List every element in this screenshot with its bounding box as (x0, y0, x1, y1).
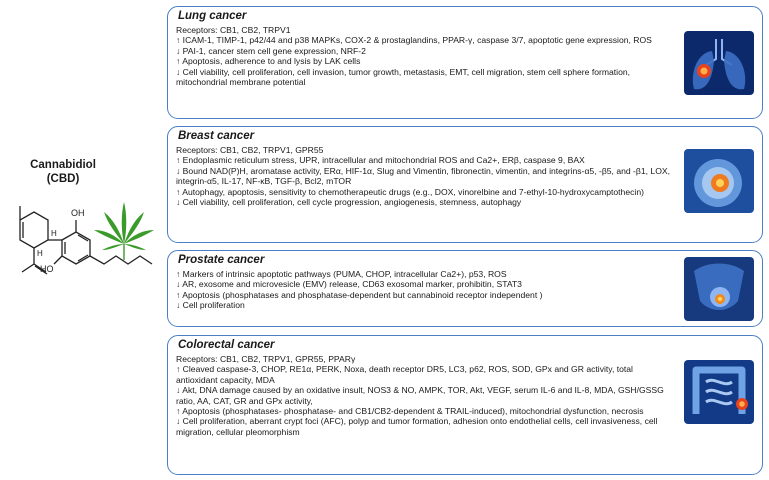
cannabis-leaf-icon (92, 200, 156, 262)
panel-line: ↓ Akt, DNA damage caused by an oxidative insult, NOS3 & NO, AMPK, TOR, Akt, VEGF, serum IL-6 and IL-8, MDA, GSH/GSSG ratio, AA, CAT, GR and GPx activity, (176, 385, 664, 406)
panel-line: ↓ Cell viability, cell proliferation, cell cycle progression, angiogenesis, stemness, autophagy (176, 197, 522, 208)
panel-title: Breast cancer (178, 130, 255, 142)
panel-line: ↑ Apoptosis (phosphatases and phosphatase-dependent but cannabinoid receptor independent ) (176, 289, 543, 300)
panel-line: ↓ Bound NAD(P)H, aromatase activity, ERα, HIF-1α, Slug and Vimentin, fibronectin, vimentin, and integrins-α5, -β5, and -β1, LOX, integrin-α5, IL-17, NF-κB, TGF-β, Bcl2, mTOR (176, 165, 670, 187)
h-label-bottom: H (37, 249, 43, 258)
oh-label: OH (71, 208, 85, 218)
breast-tumor-image (684, 149, 754, 213)
panel-colorectal-cancer (167, 335, 763, 475)
panel-line: Receptors: CB1, CB2, TRPV1, GPR55 (176, 145, 324, 155)
panel-breast-cancer (167, 126, 763, 243)
panel-line: ↓ PAI-1, cancer stem cell gene expression, NRF-2 (176, 45, 366, 56)
panel-line: ↓ Cell proliferation, aberrant crypt foci (AFC), polyp and tumor formation, adhesion onto endothelial cells, cell invasiveness, cell migration, cellular pleomorphism (176, 416, 658, 437)
h-label-top: H (51, 229, 57, 238)
colon-tumor-image (684, 360, 754, 424)
compound-title (18, 158, 108, 186)
panel-line: ↑ Autophagy, apoptosis, sensitivity to chemotherapeutic drugs (e.g., DOX, vinorelbine and 7-ethyl-10-hydroxycamptothecin) (176, 186, 644, 197)
panel-line: ↑ Endoplasmic reticulum stress, UPR, intracellular and mitochondrial ROS and Ca2+, ERβ, caspase 9, BAX (176, 155, 585, 166)
compound-name: Cannabidiol (30, 159, 96, 171)
panel-title: Colorectal cancer (178, 339, 275, 351)
panel-title: Prostate cancer (178, 254, 265, 266)
panel-line: ↓ Cell viability, cell proliferation, cell invasion, tumor growth, metastasis, EMT, cell migration, stem cell sphere formation, mitochondrial membrane potential (176, 66, 631, 88)
prostate-tumor-image (684, 257, 754, 321)
panel-title: Lung cancer (178, 10, 247, 22)
panel-line: Receptors: CB1, CB2, TRPV1, GPR55, PPARγ (176, 354, 356, 364)
panel-line: ↑ ICAM-1, TIMP-1, p42/44 and p38 MAPKs, COX-2 & prostaglandins, PPAR-γ, caspase 3/7, apoptotic gene expression, ROS (176, 35, 652, 46)
panel-line: ↓ Cell proliferation (176, 300, 245, 311)
lungs-tumor-image (684, 31, 754, 95)
panel-line: ↑ Markers of intrinsic apoptotic pathways (PUMA, CHOP, intracellular Ca2+), p53, ROS (176, 269, 507, 279)
ho-label: HO (40, 264, 54, 274)
panel-prostate-cancer (167, 250, 763, 327)
panel-line: ↑ Apoptosis, adherence to and lysis by LAK cells (176, 56, 361, 67)
compound-abbrev: (CBD) (46, 173, 80, 185)
panel-lung-cancer (167, 6, 763, 119)
panel-line: ↓ AR, exosome and microvesicle (EMV) release, CD63 exosomal marker, prohibitin, STAT3 (176, 279, 522, 290)
panel-line: ↑ Cleaved caspase-3, CHOP, RE1α, PERK, Noxa, death receptor DR5, LC3, p62, ROS, SOD, GPx and GR activity, total antioxidant capacity, MDA (176, 364, 633, 385)
panel-line: ↑ Apoptosis (phosphatases- phosphatase- and CB1/CB2-dependent & TRAIL-induced), mitochondrial dysfunction, necrosis (176, 406, 644, 417)
panel-line: Receptors: CB1, CB2, TRPV1 (176, 25, 291, 35)
